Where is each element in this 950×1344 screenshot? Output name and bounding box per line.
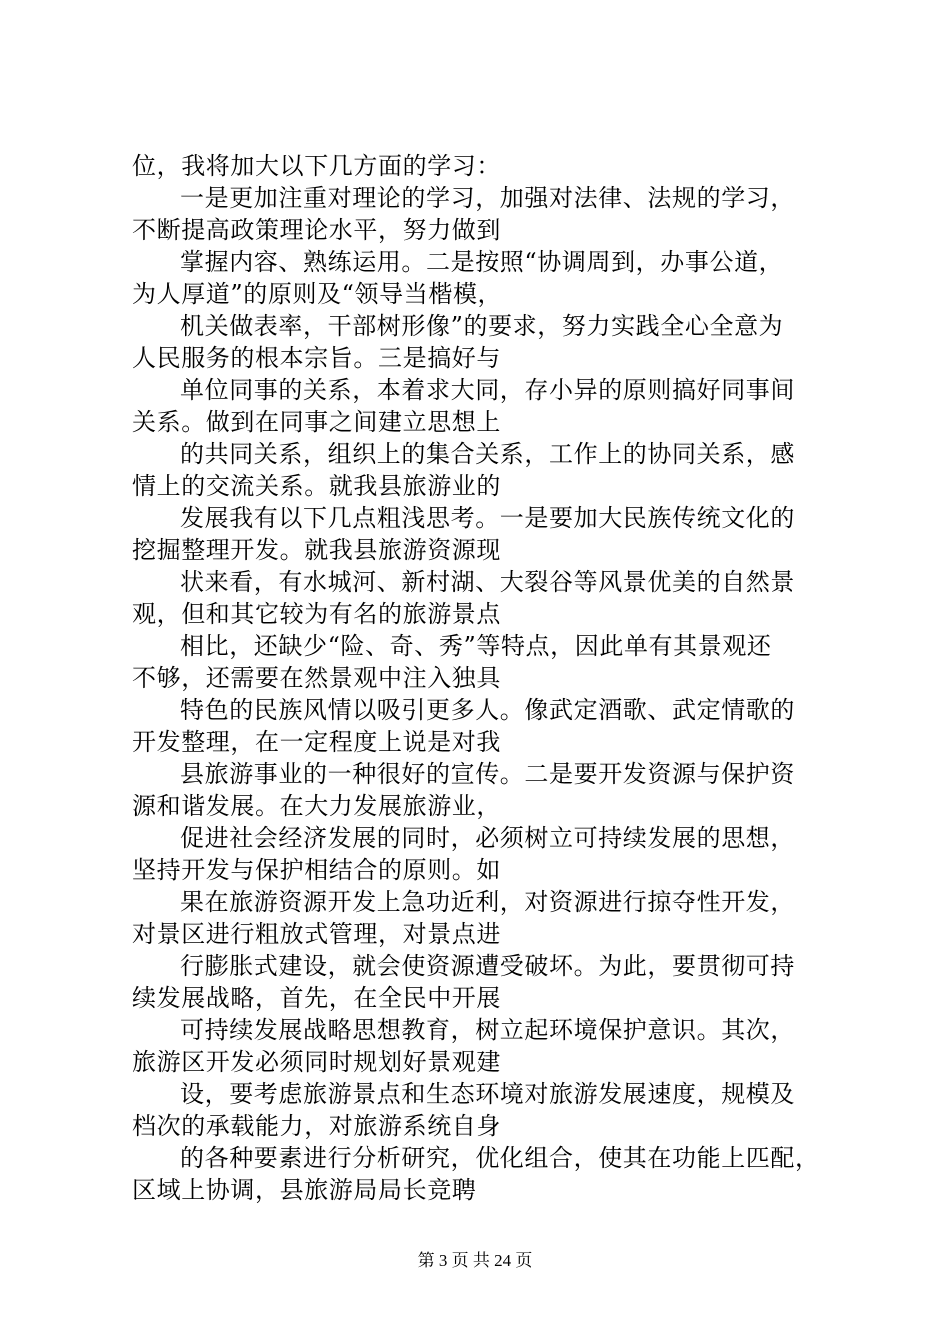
page-number-footer: 第 3 页 共 24 页 bbox=[417, 1251, 533, 1270]
text-line: 的共同关系，组织上的集合关系，工作上的协同关系，感 bbox=[180, 440, 795, 468]
text-line: 机关做表率，干部树形像”的要求，努力实践全心全意为 bbox=[180, 312, 784, 340]
text-line: 可持续发展战略思想教育，树立起环境保护意识。其次， bbox=[180, 1016, 795, 1044]
text-line: 行膨胀式建设，就会使资源遭受破坏。为此，要贯彻可持 bbox=[180, 952, 795, 980]
text-line: 果在旅游资源开发上急功近利，对资源进行掠夺性开发， bbox=[180, 888, 795, 916]
text-line: 特色的民族风情以吸引更多人。像武定酒歌、武定情歌的 bbox=[180, 696, 795, 724]
text-line: 区域上协调，县旅游局局长竞聘 bbox=[132, 1176, 477, 1204]
text-line: 情上的交流关系。就我县旅游业的 bbox=[132, 472, 501, 500]
text-line: 开发整理，在一定程度上说是对我 bbox=[132, 728, 501, 756]
text-line: 为人厚道”的原则及“领导当楷模， bbox=[132, 280, 503, 308]
text-line: 一是更加注重对理论的学习，加强对法律、法规的学习， bbox=[180, 184, 795, 212]
text-line: 旅游区开发必须同时规划好景观建 bbox=[132, 1048, 501, 1076]
text-line: 不断提高政策理论水平，努力做到 bbox=[132, 216, 501, 244]
text-line: 关系。做到在同事之间建立思想上 bbox=[132, 408, 501, 436]
text-line: 县旅游事业的一种很好的宣传。二是要开发资源与保护资 bbox=[180, 760, 795, 788]
text-line: 不够，还需要在然景观中注入独具 bbox=[132, 664, 501, 692]
text-line: 的各种要素进行分析研究，优化组合，使其在功能上匹配， bbox=[180, 1144, 820, 1172]
text-line: 人民服务的根本宗旨。三是搞好与 bbox=[132, 344, 501, 372]
text-line: 档次的承载能力，对旅游系统自身 bbox=[132, 1112, 501, 1140]
text-line: 掌握内容、熟练运用。二是按照“协调周到，办事公道， bbox=[180, 248, 784, 276]
text-line: 单位同事的关系，本着求大同，存小异的原则搞好同事间 bbox=[180, 376, 795, 404]
text-line: 对景区进行粗放式管理，对景点进 bbox=[132, 920, 501, 948]
text-line: 续发展战略，首先，在全民中开展 bbox=[132, 984, 501, 1012]
text-line: 观，但和其它较为有名的旅游景点 bbox=[132, 600, 501, 628]
text-line: 设，要考虑旅游景点和生态环境对旅游发展速度，规模及 bbox=[180, 1080, 795, 1108]
text-line: 状来看，有水城河、新村湖、大裂谷等风景优美的自然景 bbox=[180, 568, 795, 596]
text-line: 发展我有以下几点粗浅思考。一是要加大民族传统文化的 bbox=[180, 504, 795, 532]
text-line: 挖掘整理开发。就我县旅游资源现 bbox=[132, 536, 501, 564]
text-line: 促进社会经济发展的同时，必须树立可持续发展的思想， bbox=[180, 824, 795, 852]
text-line: 源和谐发展。在大力发展旅游业， bbox=[132, 792, 501, 820]
text-line: 相比，还缺少“险、奇、秀”等特点，因此单有其景观还 bbox=[180, 632, 772, 660]
text-line: 坚持开发与保护相结合的原则。如 bbox=[132, 856, 501, 884]
text-line: 位，我将加大以下几方面的学习： bbox=[132, 152, 501, 180]
